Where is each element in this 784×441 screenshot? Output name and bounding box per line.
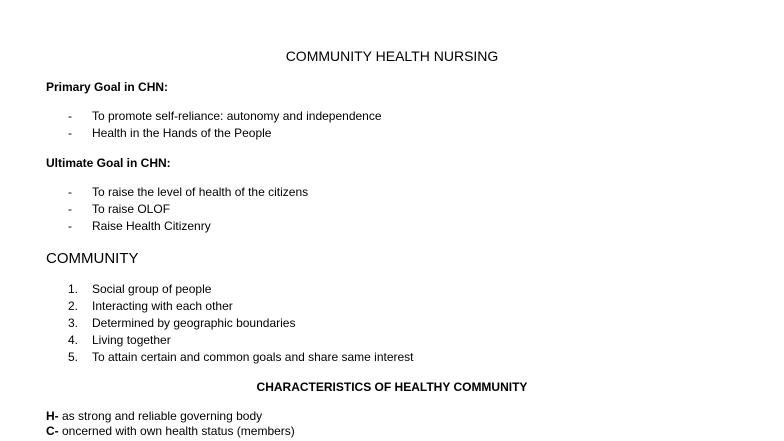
- characteristic-text: oncerned with own health status (members): [58, 424, 295, 438]
- list-item-text: Living together: [92, 333, 171, 347]
- characteristics-heading: CHARACTERISTICS OF HEALTHY COMMUNITY: [256, 380, 528, 394]
- list-item-text: To raise the level of health of the citizens: [92, 185, 309, 199]
- list-item-text: Determined by geographic boundaries: [92, 316, 296, 330]
- bullet-marker: -: [68, 109, 72, 123]
- community-heading: COMMUNITY: [46, 250, 139, 267]
- ultimate-goal-heading: Ultimate Goal in CHN:: [46, 156, 171, 170]
- characteristic-letter: C-: [46, 424, 59, 438]
- list-item-text: Social group of people: [92, 282, 212, 296]
- number-marker: 1.: [68, 282, 79, 296]
- bullet-marker: -: [68, 202, 72, 216]
- number-marker: 2.: [68, 299, 79, 313]
- list-item-text: Interacting with each other: [92, 299, 233, 313]
- list-item-text: To promote self-reliance: autonomy and independence: [92, 109, 382, 123]
- document-title: COMMUNITY HEALTH NURSING: [285, 48, 499, 64]
- list-item-text: To attain certain and common goals and share same interest: [92, 350, 414, 364]
- number-marker: 3.: [68, 316, 79, 330]
- bullet-marker: -: [68, 126, 72, 140]
- characteristic-line: [46, 424, 295, 439]
- list-item-text: Health in the Hands of the People: [92, 126, 272, 140]
- characteristic-line: [46, 409, 262, 424]
- bullet-marker: -: [68, 185, 72, 199]
- number-marker: 4.: [68, 333, 79, 347]
- primary-goal-heading: Primary Goal in CHN:: [46, 80, 169, 94]
- list-item-text: To raise OLOF: [92, 202, 171, 216]
- number-marker: 5.: [68, 350, 79, 364]
- list-item-text: Raise Health Citizenry: [92, 219, 211, 233]
- characteristic-text: as strong and reliable governing body: [58, 409, 263, 423]
- bullet-marker: -: [68, 219, 72, 233]
- characteristic-letter: H-: [46, 409, 59, 423]
